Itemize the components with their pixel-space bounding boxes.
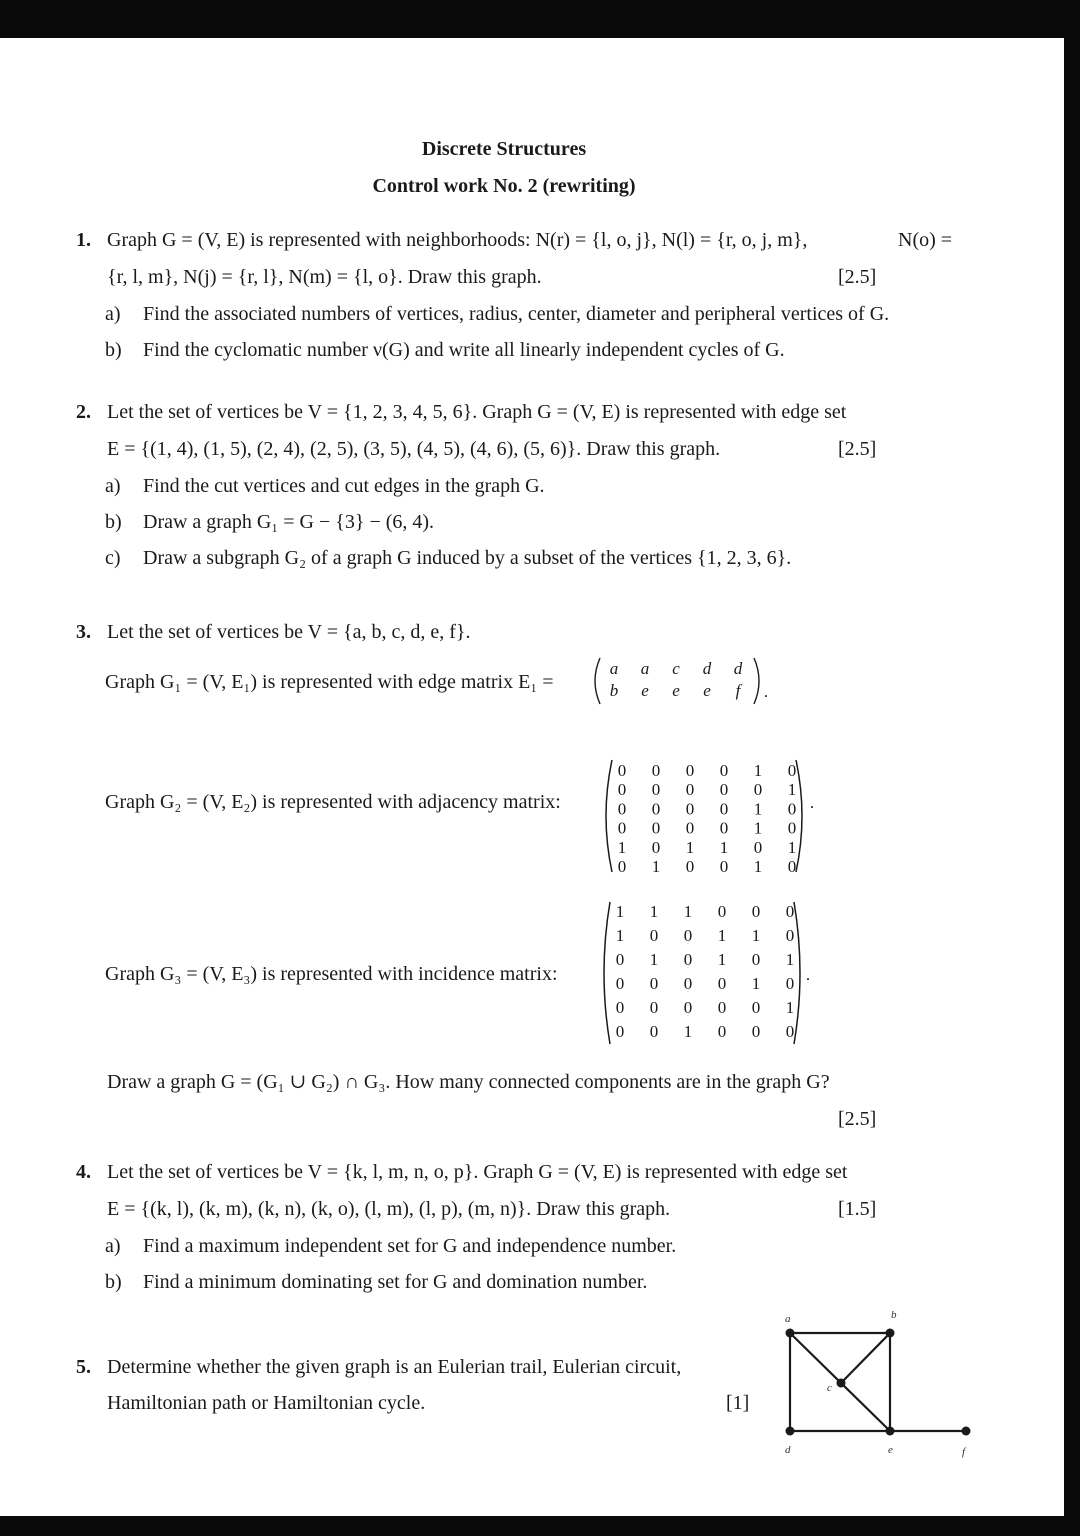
- question-5-line-1: Determine whether the given graph is an Eulerian trail, Eulerian circuit,: [107, 1356, 682, 1378]
- incidence-matrix-cell: 0: [615, 1022, 625, 1041]
- question-2-line-2: E = {(1, 4), (1, 5), (2, 4), (2, 5), (3, 5), (4, 5), (4, 6), (5, 6)}. Draw this graph.: [107, 438, 721, 460]
- adjacency-matrix-cell: 0: [787, 761, 797, 780]
- incidence-matrix-cell: 0: [751, 998, 761, 1017]
- incidence-matrix-cell: 1: [615, 926, 625, 945]
- incidence-matrix-cell: 0: [615, 974, 625, 993]
- adjacency-matrix-cell: 0: [719, 857, 729, 876]
- edge-matrix-cell: d: [733, 659, 743, 678]
- edge-matrix-cell: e: [641, 681, 649, 700]
- adjacency-matrix-cell: 0: [787, 818, 797, 838]
- question-3-g3-text: Graph G₃ = (V, E₃) is represented with incidence matrix:: [105, 963, 558, 985]
- adjacency-matrix-cell: 0: [685, 799, 695, 819]
- adjacency-matrix-cell: 0: [617, 857, 627, 876]
- edge-matrix-cell: e: [703, 681, 711, 700]
- question-4b-text: Find a minimum dominating set for G and domination number.: [143, 1271, 648, 1293]
- incidence-matrix-cell: 0: [751, 902, 761, 921]
- edge-matrix-cell: e: [672, 681, 680, 700]
- question-3-g1-text: Graph G₁ = (V, E₁) is represented with edge matrix E₁ =: [105, 671, 554, 693]
- incidence-matrix-cell: 1: [785, 950, 795, 969]
- question-4-line-1: Let the set of vertices be V = {k, l, m, n, o, p}. Graph G = (V, E) is represented with edge set: [107, 1161, 848, 1183]
- incidence-matrix-cell: 0: [785, 974, 795, 993]
- incidence-matrix-cell: 1: [649, 950, 659, 969]
- vertex-d: [786, 1427, 795, 1436]
- edge-matrix: [590, 655, 780, 707]
- adjacency-matrix-cell: 0: [753, 837, 763, 857]
- adjacency-matrix-cell: 0: [651, 780, 661, 800]
- vertex-label-e: e: [888, 1444, 893, 1456]
- exam-paper: [0, 38, 1064, 1516]
- incidence-matrix-cell: 0: [615, 998, 625, 1017]
- edge-b-c: [841, 1333, 890, 1383]
- incidence-matrix-cell: 0: [683, 926, 693, 945]
- incidence-matrix-period: .: [806, 967, 810, 984]
- incidence-matrix-cell: 1: [683, 1022, 693, 1041]
- incidence-matrix-cell: 1: [717, 926, 727, 945]
- adjacency-matrix-cell: 1: [787, 837, 797, 857]
- adjacency-matrix-cell: 0: [685, 818, 695, 838]
- question-2b-text: Draw a graph G₁ = G − {3} − (6, 4).: [143, 511, 435, 533]
- edge-matrix-cell: c: [672, 659, 680, 678]
- question-2c-text: Draw a subgraph G₂ of a graph G induced by a subset of the vertices {1, 2, 3, 6}.: [143, 547, 792, 569]
- edge-matrix-cell: a: [609, 659, 619, 678]
- adjacency-matrix-cell: 1: [753, 761, 763, 780]
- vertex-a: [786, 1329, 795, 1338]
- question-2a-text: Find the cut vertices and cut edges in the graph G.: [143, 475, 545, 497]
- vertex-label-d: d: [785, 1444, 791, 1456]
- question-3-line-1: Let the set of vertices be V = {a, b, c, d, e, f}.: [107, 621, 471, 643]
- incidence-matrix-cell: 0: [751, 950, 761, 969]
- incidence-matrix-cell: 1: [751, 974, 761, 993]
- question-5-graph: [770, 1305, 980, 1465]
- vertex-label-c: c: [827, 1382, 832, 1394]
- question-4a-text: Find a maximum independent set for G and independence number.: [143, 1235, 677, 1257]
- incidence-matrix-cell: 0: [751, 1022, 761, 1041]
- incidence-matrix-cell: 0: [683, 950, 693, 969]
- incidence-matrix-cell: 0: [683, 974, 693, 993]
- question-4-line-2: E = {(k, l), (k, m), (k, n), (k, o), (l, m), (l, p), (m, n)}. Draw this graph.: [107, 1198, 671, 1220]
- adjacency-matrix-cell: 1: [753, 857, 763, 876]
- question-1a-label: a): [105, 303, 121, 325]
- incidence-matrix-cell: 1: [785, 998, 795, 1017]
- adjacency-matrix-cell: 1: [753, 799, 763, 819]
- question-4-number: 4.: [76, 1161, 91, 1183]
- incidence-matrix-cell: 1: [751, 926, 761, 945]
- adjacency-matrix-cell: 0: [651, 818, 661, 838]
- vertex-label-b: b: [891, 1309, 897, 1321]
- question-2c-label: c): [105, 547, 121, 569]
- adjacency-matrix-cell: 0: [753, 780, 763, 800]
- question-4-score: [1.5]: [838, 1198, 877, 1220]
- incidence-matrix-cell: 0: [785, 1022, 795, 1041]
- adjacency-matrix-cell: 1: [719, 837, 729, 857]
- question-5-score: [1]: [726, 1392, 750, 1414]
- adjacency-matrix-cell: 0: [617, 761, 627, 780]
- adjacency-matrix-cell: 0: [617, 780, 627, 800]
- question-1b-text: Find the cyclomatic number ν(G) and write all linearly independent cycles of G.: [143, 339, 785, 361]
- question-5-number: 5.: [76, 1356, 91, 1378]
- incidence-matrix-cell: 0: [717, 902, 727, 921]
- question-1-number: 1.: [76, 229, 91, 251]
- question-3-draw-text: Draw a graph G = (G₁ ∪ G₂) ∩ G₃. How many connected components are in the graph G?: [107, 1071, 830, 1093]
- incidence-matrix-cell: 0: [717, 998, 727, 1017]
- incidence-matrix-cell: 1: [683, 902, 693, 921]
- edge-matrix-cell: a: [640, 659, 650, 678]
- edge-matrix-cell: d: [702, 659, 712, 678]
- incidence-matrix: [596, 898, 820, 1048]
- adjacency-matrix-cell: 0: [685, 857, 695, 876]
- question-5-line-2: Hamiltonian path or Hamiltonian cycle.: [107, 1392, 426, 1414]
- question-2a-label: a): [105, 475, 121, 497]
- question-1-line-2: {r, l, m}, N(j) = {r, l}, N(m) = {l, o}. Draw this graph.: [107, 266, 542, 288]
- incidence-matrix-cell: 1: [717, 950, 727, 969]
- adjacency-matrix-cell: 0: [685, 780, 695, 800]
- edge-matrix-cell: b: [609, 681, 619, 700]
- adjacency-matrix-cell: 0: [617, 799, 627, 819]
- incidence-matrix-cell: 0: [717, 1022, 727, 1041]
- edge-matrix-cell: f: [735, 681, 741, 700]
- exam-subtitle: Control work No. 2 (rewriting): [372, 175, 636, 197]
- adjacency-matrix-cell: 0: [685, 761, 695, 780]
- adjacency-matrix-period: .: [810, 795, 814, 812]
- question-2b-label: b): [105, 511, 122, 533]
- adjacency-matrix-cell: 0: [787, 857, 797, 876]
- incidence-matrix-cell: 1: [649, 902, 659, 921]
- question-2-line-1: Let the set of vertices be V = {1, 2, 3, 4, 5, 6}. Graph G = (V, E) is represented with edge set: [107, 401, 847, 423]
- exam-title: Discrete Structures: [421, 138, 587, 160]
- question-1-line-1: Graph G = (V, E) is represented with neighborhoods: N(r) = {l, o, j}, N(l) = {r, o, j, m},: [107, 229, 808, 251]
- incidence-matrix-cell: 0: [615, 950, 625, 969]
- adjacency-matrix-cell: 0: [719, 761, 729, 780]
- adjacency-matrix-cell: 0: [719, 799, 729, 819]
- incidence-matrix-cell: 0: [649, 974, 659, 993]
- vertex-label-a: a: [785, 1313, 791, 1325]
- incidence-matrix-cell: 0: [683, 998, 693, 1017]
- question-4a-label: a): [105, 1235, 121, 1257]
- incidence-matrix-cell: 0: [649, 926, 659, 945]
- incidence-matrix-cell: 0: [649, 998, 659, 1017]
- question-2-score: [2.5]: [838, 438, 877, 460]
- vertex-c: [837, 1379, 846, 1388]
- vertex-e: [886, 1427, 895, 1436]
- adjacency-matrix-cell: 1: [787, 780, 797, 800]
- question-1a-text: Find the associated numbers of vertices, radius, center, diameter and peripheral vertices of G.: [143, 303, 890, 325]
- question-2-number: 2.: [76, 401, 91, 423]
- adjacency-matrix: [598, 758, 820, 876]
- adjacency-matrix-cell: 0: [787, 799, 797, 819]
- adjacency-matrix-cell: 0: [651, 761, 661, 780]
- incidence-matrix-cell: 0: [649, 1022, 659, 1041]
- question-1-line-1-end: N(o) =: [898, 229, 953, 251]
- adjacency-matrix-cell: 0: [719, 818, 729, 838]
- incidence-matrix-cell: 0: [717, 974, 727, 993]
- adjacency-matrix-cell: 0: [719, 780, 729, 800]
- adjacency-matrix-cell: 1: [617, 837, 627, 857]
- question-1b-label: b): [105, 339, 122, 361]
- incidence-matrix-cell: 1: [615, 902, 625, 921]
- adjacency-matrix-cell: 0: [617, 818, 627, 838]
- adjacency-matrix-cell: 1: [651, 857, 661, 876]
- adjacency-matrix-cell: 1: [685, 837, 695, 857]
- edge-matrix-period: .: [764, 684, 768, 701]
- adjacency-matrix-cell: 0: [651, 799, 661, 819]
- incidence-matrix-cell: 0: [785, 902, 795, 921]
- vertex-b: [886, 1329, 895, 1338]
- adjacency-matrix-cell: 0: [651, 837, 661, 857]
- question-1-score: [2.5]: [838, 266, 877, 288]
- vertex-label-f: f: [962, 1446, 966, 1458]
- incidence-matrix-cell: 0: [785, 926, 795, 945]
- question-3-g2-text: Graph G₂ = (V, E₂) is represented with adjacency matrix:: [105, 791, 561, 813]
- question-3-number: 3.: [76, 621, 91, 643]
- question-4b-label: b): [105, 1271, 122, 1293]
- adjacency-matrix-cell: 1: [753, 818, 763, 838]
- question-3-score: [2.5]: [838, 1108, 877, 1130]
- vertex-f: [962, 1427, 971, 1436]
